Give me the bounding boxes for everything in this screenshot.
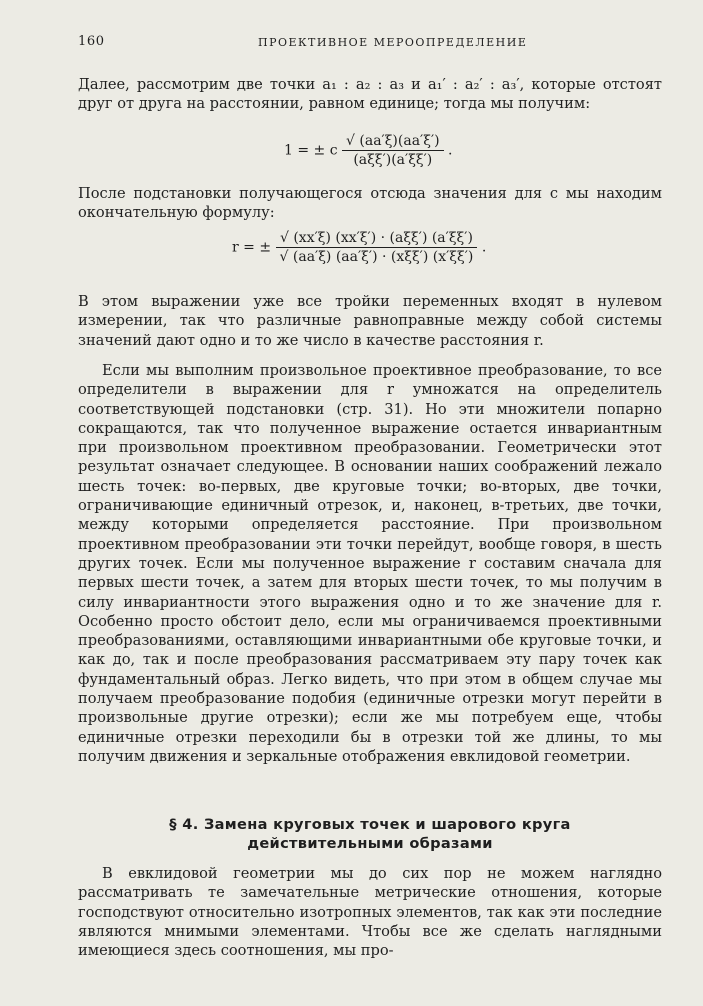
section-heading-line-1: § 4. Замена круговых точек и шарового круга <box>169 816 571 833</box>
running-title: ПРОЕКТИВНОЕ МЕРООПРЕДЕЛЕНИЕ <box>258 36 528 49</box>
formula-unit-end: . <box>448 142 453 159</box>
page-header <box>78 34 668 54</box>
formula-unit-fraction <box>342 133 444 168</box>
formula-r-numerator: √ (xx′ξ) (xx′ξ′) · (aξξ′) (a′ξξ′) <box>276 230 478 248</box>
formula-unit-distance <box>284 133 453 168</box>
formula-unit-denominator: (aξξ′)(a′ξξ′) <box>353 152 433 168</box>
formula-unit-lhs: 1 = ± c <box>284 142 338 159</box>
paragraph-euclidean-geometry: В евклидовой геометрии мы до сих пор не можем наглядно рассматривать те замечательные метрические отношения, которые господствуют относительно изотропных элементов, так как эти последние являются мнимыми элементами. Чтобы все же сделать наглядными имеющиеся здесь соотношения, мы про- <box>78 865 662 960</box>
paragraph-zero-dimension: В этом выражении уже все тройки переменных входят в нулевом измерении, так что различные равноправные между собой системы значений дают одно и то же число в качестве расстояния r. <box>78 293 662 349</box>
formula-distance-r <box>232 230 486 265</box>
page-number: 160 <box>78 34 105 49</box>
formula-r-lhs: r = ± <box>232 239 272 256</box>
paragraph-projective-invariance: Если мы выполним произвольное проективное преобразование, то все определители в выражении для r умножатся на определитель соответствующей подстановки (стр. 31). Но эти множители попарно сокращаются, так что полученное выражение остается инвариантным при произвольном проективном преобразовании. Геометрически этот результат означает следующее. В основании наших соображений лежало шесть точек: во-первых, две круговые точки; во-вторых, две точки, ограничивающие единичный отрезок, и, наконец, в-третьих, две точки, между которыми определяется расстояние. При произвольном проективном преобразовании эти точки перейдут, вообще говоря, в шесть других точек. Если мы полученное выражение r составим сначала для первых шести точек, а затем для вторых шести точек, то мы получим в силу инвариантности этого выражения одно и то же значение для r. Особенно просто обстоит дело, если мы ограничиваемся проективными преобразованиями, оставляющими инвариантными обе круговые точки, и как до, так и после преобразования рассматриваем эту пару точек как фундаментальный образ. Легко видеть, что при этом в общем случае мы получаем преобразование подобия (единичные отрезки могут перейти в произвольные другие отрезки); если же мы потребуем еще, чтобы единичные отрезки переходили бы в отрезки той же длины, то мы получим движения и зеркальные отображения евклидовой геометрии. <box>78 362 662 765</box>
section-heading-line-2: действительными образами <box>247 835 493 852</box>
paragraph-two-points: Далее, рассмотрим две точки a₁ : a₂ : a₃ и a₁′ : a₂′ : a₃′, которые отстоят друг от друга на расстоянии, равном единице; тогда мы получим: <box>78 76 662 113</box>
paragraph-substitution: После подстановки получающегося отсюда значения для c мы находим окончательную формулу: <box>78 185 662 222</box>
section-heading <box>78 815 662 853</box>
formula-unit-numerator: √ (aa′ξ)(aa′ξ′) <box>342 133 444 151</box>
formula-r-end: . <box>481 239 487 256</box>
formula-r-fraction <box>276 230 478 265</box>
formula-r-denominator: √ (aa′ξ) (aa′ξ′) · (xξξ′) (x′ξξ′) <box>279 249 474 265</box>
